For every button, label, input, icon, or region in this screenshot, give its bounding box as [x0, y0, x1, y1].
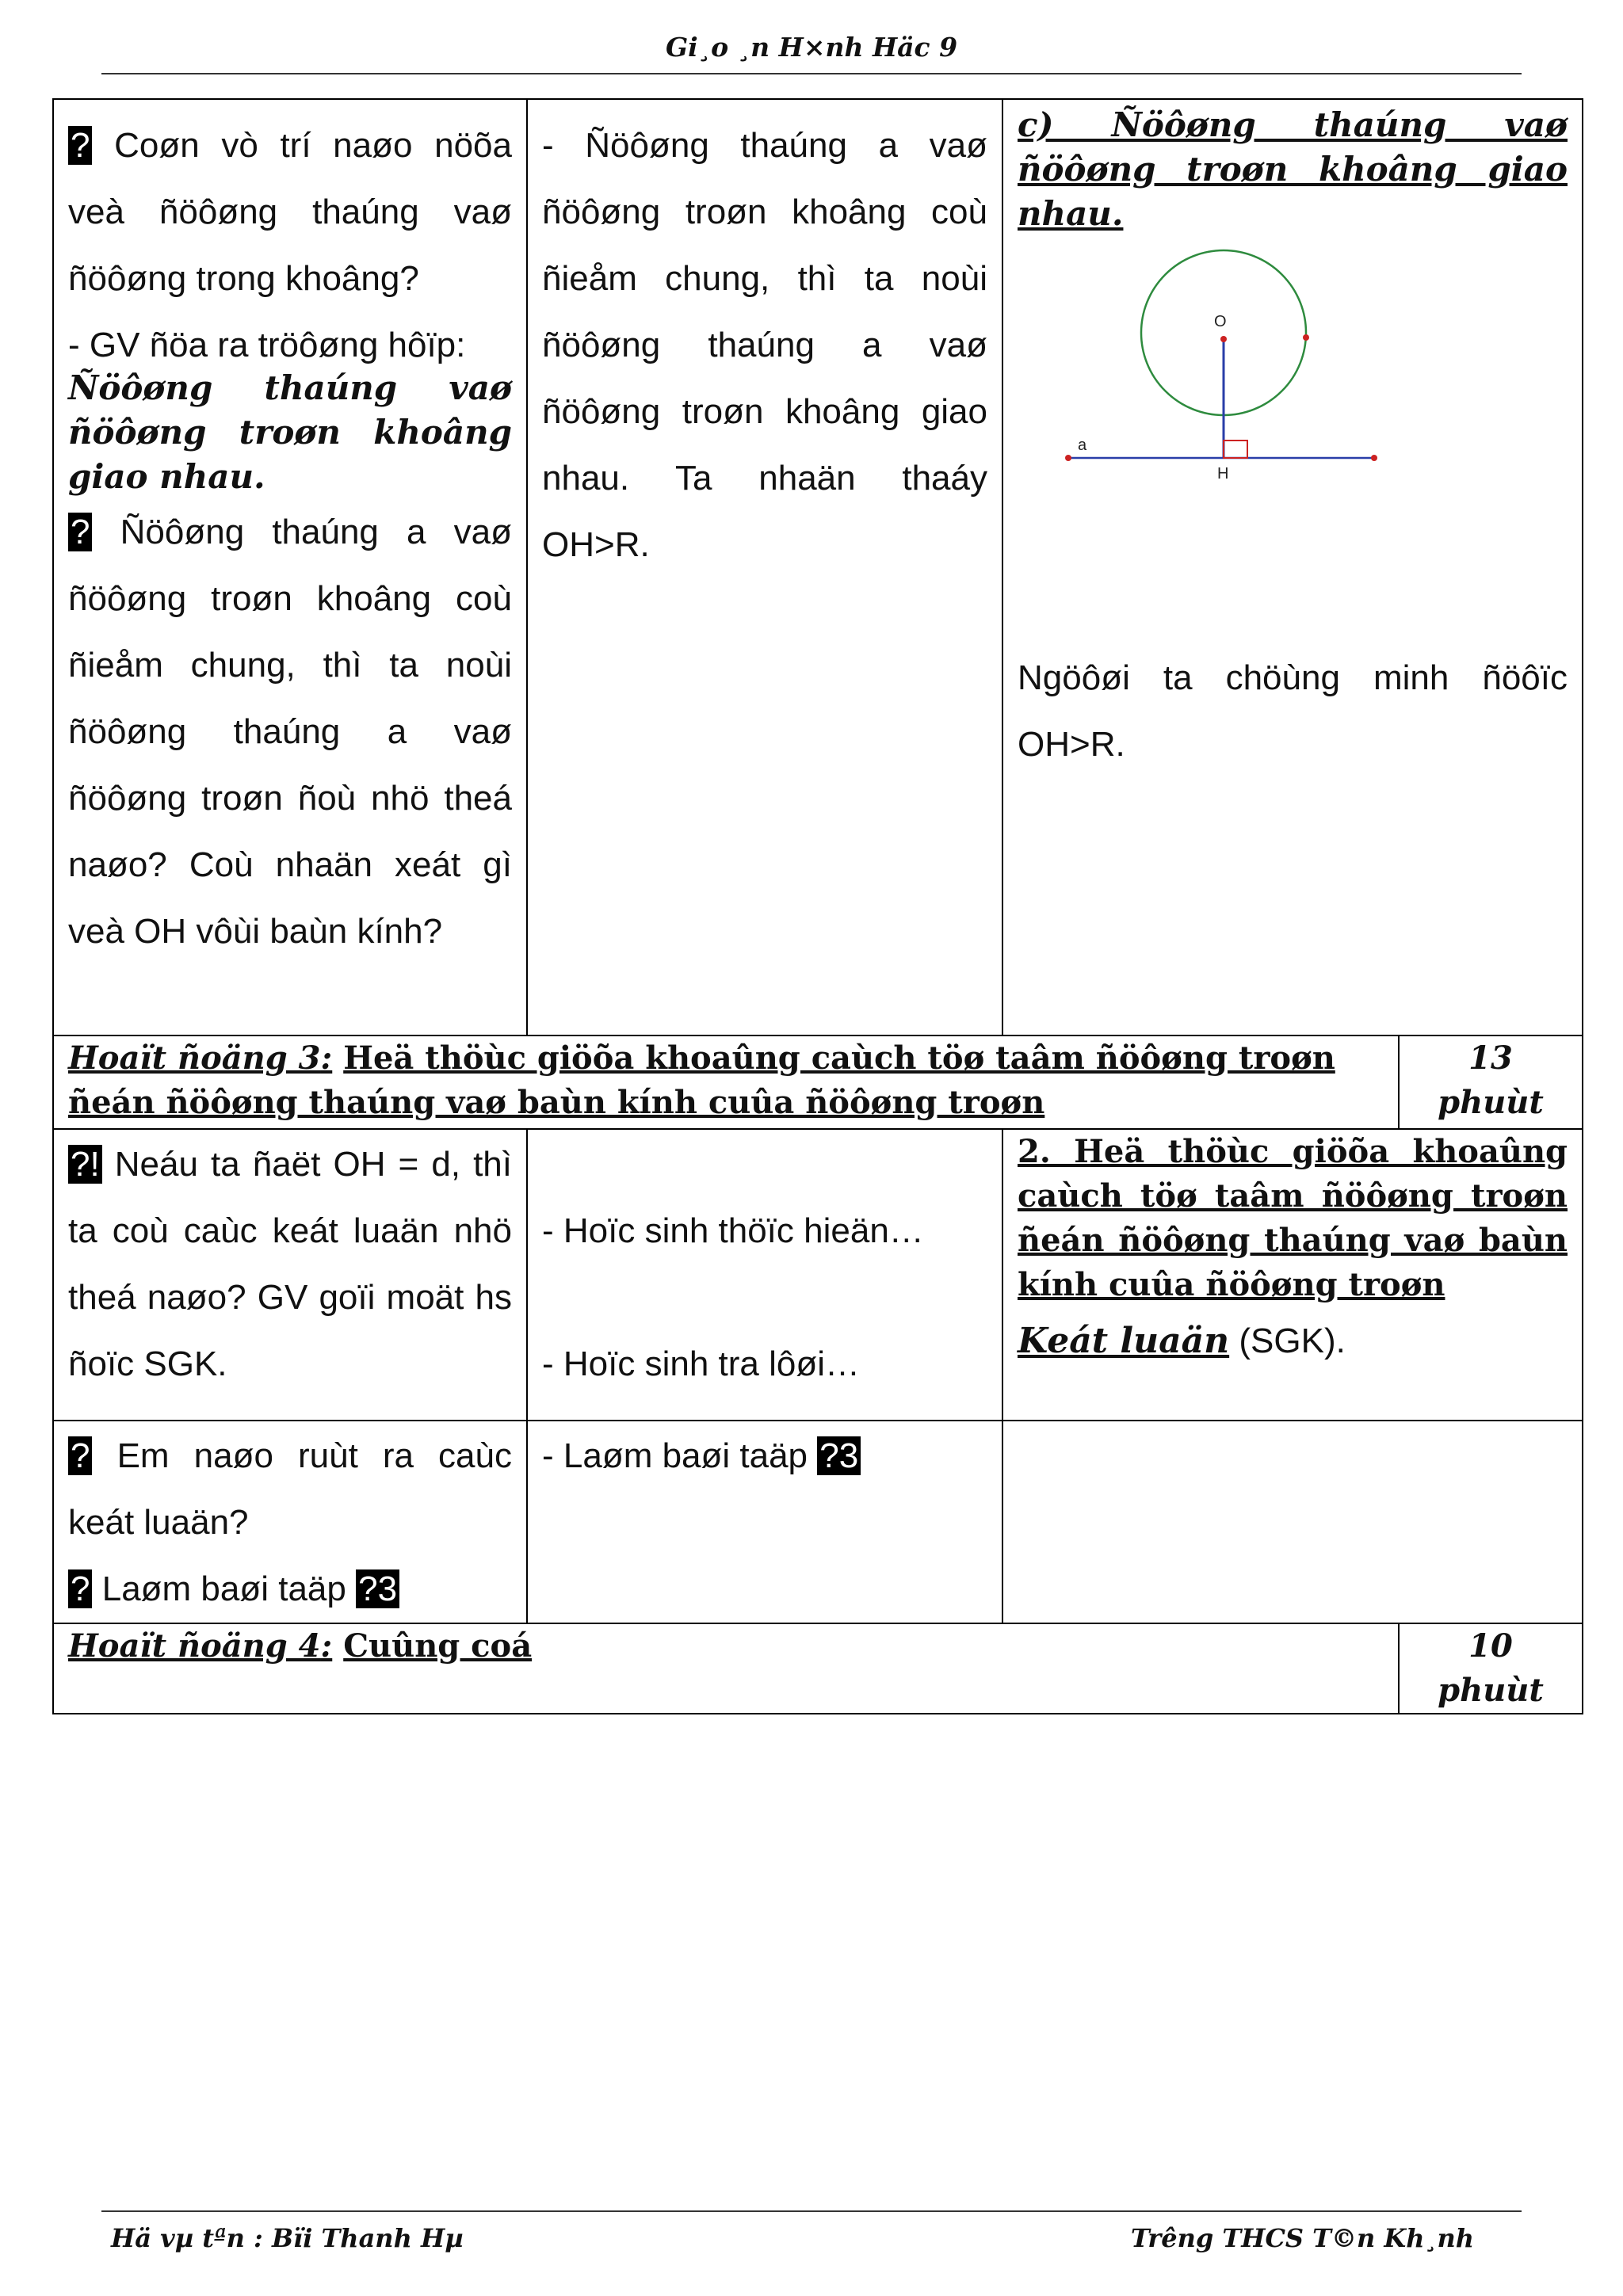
exclaim-question-mark: ?!	[68, 1145, 102, 1184]
row3-teacher1-text: Em naøo ruùt ra caùc keát luaän?	[68, 1436, 512, 1542]
row2-teacher	[68, 1131, 512, 1398]
point-a-left	[1065, 455, 1071, 461]
activity4-time: 10 phuùt	[1438, 1627, 1544, 1709]
row3-content-cell	[1002, 1420, 1583, 1624]
page-footer	[101, 2210, 1522, 2258]
row1-teacher-q2-text: Ñöôøng thaúng a vaø ñöôøng troøn khoâng coù ñieåm chung, thì ta noùi ñöôøng thaúng a vaø ñöôøng troøn ñoù nhö theá naøo? Coù nhaän xeát gì veà OH vôùi baùn kính?	[68, 513, 512, 951]
row1-teacher-q1	[68, 113, 512, 312]
activity4-heading: Cuûng coá	[343, 1627, 533, 1665]
activity3-title-cell	[52, 1035, 1400, 1130]
conclusion-label: Keát luaän	[1018, 1321, 1230, 1361]
row3-student-cell	[526, 1420, 1003, 1624]
right-angle-mark	[1224, 441, 1247, 458]
activity3-time-cell	[1398, 1035, 1583, 1130]
header-title: Gi¸o ¸n H×nh Häc 9	[665, 32, 958, 63]
activity4-label: Hoaït ñoäng 4	[68, 1627, 321, 1665]
row1-teacher-case-text: Ñöôøng thaúng vaø ñöôøng troøn khoâng giao nhau.	[68, 368, 512, 496]
point-on-circle	[1303, 334, 1309, 341]
row1-teacher-gv: - GV ñöa ra tröôøng hôïp:	[68, 326, 466, 364]
row2-teacher-text: Neáu ta ñaët OH = d, thì ta coù caùc keát luaän nhö theá naøo? GV goïi moät hs ñoïc SGK.	[68, 1145, 512, 1383]
activity3-label: Hoaït ñoäng 3	[68, 1039, 321, 1077]
row2-student1: - Hoïc sinh thöïc hieän…	[542, 1211, 924, 1250]
footer-author: Hä vµ tªn : Bïi Thanh Hµ	[111, 2223, 464, 2253]
row2-conclusion	[1018, 1314, 1568, 1369]
row2-student-cell	[526, 1128, 1003, 1421]
lesson-table	[52, 98, 1583, 1708]
row3-student-text: - Laøm baøi taäp	[542, 1436, 818, 1475]
question-mark: ?	[68, 126, 92, 165]
question-3-mark: ?3	[356, 1569, 399, 1608]
row2-student2: - Hoïc sinh tra lôøi…	[542, 1344, 860, 1383]
activity3-title: Hoaït ñoäng 3: Heä thöùc giöõa khoaûng caùch töø taâm ñöôøng troøn ñeán ñöôøng thaúng vaø baùn kính cuûa ñöôøng troøn	[68, 1039, 1335, 1121]
label-a: a	[1078, 437, 1087, 454]
row2-teacher-cell	[52, 1128, 528, 1421]
question-mark: ?	[68, 513, 92, 551]
label-h: H	[1217, 465, 1229, 482]
row2-content-cell	[1002, 1128, 1583, 1421]
question-mark: ?	[68, 1436, 92, 1475]
row3-teacher2	[68, 1556, 512, 1623]
row1-student-text: - Ñöôøng thaúng a vaø ñöôøng troøn khoâng coù ñieåm chung, thì ta noùi ñöôøng thaúng a vaø ñöôøng troøn khoâng giao nhau. Ta nhaän thaáy OH>R.	[542, 126, 987, 564]
conclusion-sgk: (SGK).	[1229, 1322, 1346, 1360]
row1-student-cell	[526, 98, 1003, 1036]
activity4-title-cell	[52, 1623, 1400, 1714]
row3-teacher-cell	[52, 1420, 528, 1624]
page-header	[101, 32, 1522, 74]
activity4-time-cell	[1398, 1623, 1583, 1714]
question-mark: ?	[68, 1569, 92, 1608]
circle-line-figure	[1065, 247, 1414, 509]
footer-school: Trêng THCS T©n Kh¸nh	[1130, 2223, 1474, 2253]
label-o: O	[1214, 313, 1227, 330]
row1-teacher-cell	[52, 98, 528, 1036]
row3-student	[542, 1423, 987, 1489]
row1-teacher-case	[68, 366, 512, 499]
question-3-mark: ?3	[817, 1436, 861, 1475]
row3-teacher1	[68, 1423, 512, 1556]
point-a-right	[1371, 455, 1377, 461]
activity4-title: Hoaït ñoäng 4: Cuûng coá	[68, 1627, 533, 1665]
activity3-time: 13 phuùt	[1438, 1039, 1544, 1121]
row1-content-note: Ngöôøi ta chöùng minh ñöôïc OH>R.	[1018, 658, 1568, 764]
row2-content-heading: 2. Heä thöùc giöõa khoaûng caùch töø taâm ñöôøng troøn ñeán ñöôøng thaúng vaø baùn kính cuûa ñöôøng troøn	[1018, 1133, 1568, 1303]
row1-content-cell	[1002, 98, 1583, 1036]
row1-teacher-q2	[68, 499, 512, 965]
activity3-heading: Heä thöùc giöõa khoaûng caùch töø taâm ñöôøng troøn ñeán ñöôøng thaúng vaø baùn kính cuûa ñöôøng troøn	[68, 1039, 1335, 1121]
row1-teacher-q1-text: Coøn vò trí naøo nöõa veà ñöôøng thaúng vaø ñöôøng trong khoâng?	[68, 126, 512, 298]
point-o	[1220, 336, 1227, 342]
row1-content-heading: c) Ñöôøng thaúng vaø ñöôøng troøn khoâng giao nhau.	[1018, 105, 1568, 233]
row3-teacher2-text: Laøm baøi taäp	[101, 1569, 357, 1608]
